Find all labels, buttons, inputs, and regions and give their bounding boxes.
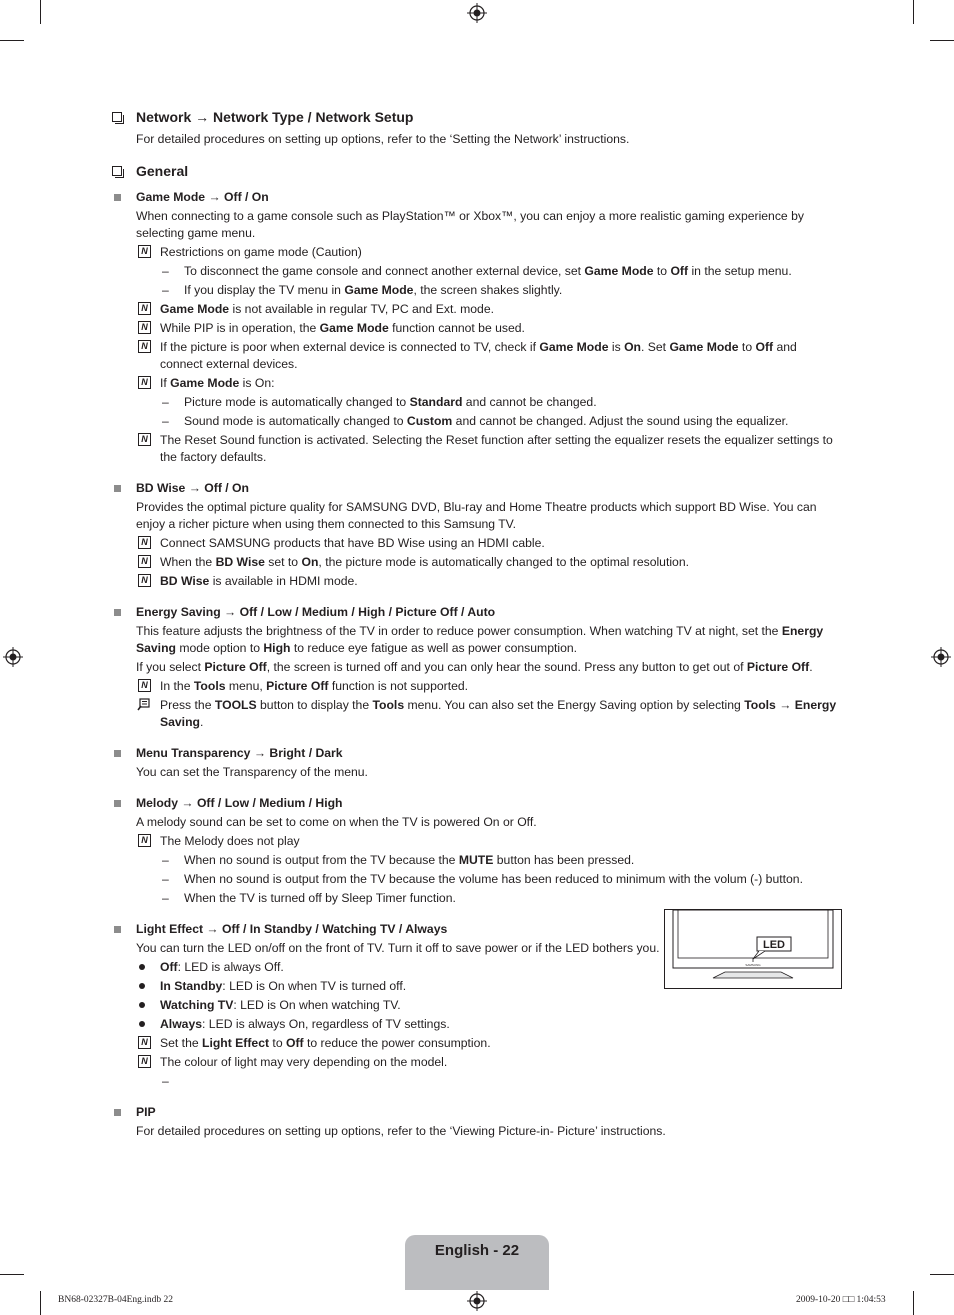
slug-filename: BN68-02327B-04Eng.indb 22: [58, 1295, 174, 1305]
round-bullet-icon: [139, 1002, 145, 1008]
tools-item: Press the TOOLS button to display the Tools menu. You can also set the Energy Saving option by selecting Tools → Energy Saving.: [112, 697, 842, 731]
dash-item: – Sound mode is automatically changed to Custom and cannot be changed. Adjust the sound using the equalizer.: [162, 414, 789, 428]
note-item: N Connect SAMSUNG products that have BD Wise using an HDMI cable.: [112, 535, 842, 552]
light-effect-text: You can turn the LED on/off on the front of TV. Turn it off to save power or if the LED bothers you.: [136, 941, 660, 955]
registration-mark-icon: [467, 3, 487, 23]
crop-mark: [0, 1274, 24, 1275]
round-bullet-icon: [139, 983, 145, 989]
led-label: LED: [763, 939, 785, 951]
round-bullet-icon: [139, 1021, 145, 1027]
game-mode-heading: Game Mode → Off / On: [112, 189, 842, 206]
dash-item: –: [162, 1074, 169, 1088]
pip-text: For detailed procedures on setting up options, refer to the ‘Viewing Picture-in- Picture’ instructions.: [136, 1124, 666, 1138]
note-item: N Game Mode is not available in regular TV, PC and Ext. mode.: [112, 301, 842, 318]
note-item: N If Game Mode is On:: [112, 375, 842, 392]
crop-mark: [40, 0, 41, 24]
bullet-item: In Standby: LED is On when TV is turned off.: [112, 978, 842, 995]
gray-square-bullet-icon: [114, 926, 121, 933]
note-item: N While PIP is in operation, the Game Mode function cannot be used.: [112, 320, 842, 337]
round-bullet-icon: [139, 964, 145, 970]
bullet-item: Watching TV: LED is On when watching TV.: [112, 997, 842, 1014]
network-text: For detailed procedures on setting up options, refer to the ‘Setting the Network’ instructions.: [136, 132, 630, 146]
note-icon: N: [138, 433, 151, 446]
dash-item: – If you display the TV menu in Game Mode, the screen shakes slightly.: [162, 283, 563, 297]
pip-heading: PIP: [112, 1104, 842, 1121]
tv-front-icon: [665, 910, 841, 988]
menu-transparency-text: You can set the Transparency of the menu.: [136, 765, 368, 779]
note-item: N The Reset Sound function is activated. Selecting the Reset function after setting the equalizer resets the equalizer settings to the factory defaults.: [112, 432, 842, 466]
bullet-item: Always: LED is always On, regardless of TV settings.: [112, 1016, 842, 1033]
page-number: English - 22: [434, 1242, 520, 1259]
dash-item: – When no sound is output from the TV because the volume has been reduced to minimum with the volum (-) button.: [162, 872, 803, 886]
note-icon: N: [138, 321, 151, 334]
crop-mark: [913, 1291, 914, 1315]
page-number-tab: [405, 1235, 549, 1290]
tv-brand-logo: SAMSUNG: [745, 963, 761, 967]
checkbox-square-icon: [112, 112, 122, 122]
note-item: N Set the Light Effect to Off to reduce the power consumption.: [112, 1035, 842, 1052]
energy-saving-heading: Energy Saving → Off / Low / Medium / High / Picture Off / Auto: [112, 604, 842, 621]
gray-square-bullet-icon: [114, 485, 121, 492]
network-heading: Network → Network Type / Network Setup: [112, 108, 842, 126]
bd-wise-section: [112, 480, 842, 590]
dash-item: – When the TV is turned off by Sleep Timer function.: [162, 891, 456, 905]
bd-wise-heading: BD Wise → Off / On: [112, 480, 842, 497]
crop-mark: [930, 1274, 954, 1275]
note-item: N BD Wise is available in HDMI mode.: [112, 573, 842, 590]
gray-square-bullet-icon: [114, 609, 121, 616]
main-content: [112, 108, 842, 1154]
note-icon: N: [138, 679, 151, 692]
note-icon: N: [138, 302, 151, 315]
bd-wise-intro: Provides the optimal picture quality for SAMSUNG DVD, Blu-ray and Home Theatre products which support BD Wise. You can enjoy a richer picture when using them connected to this Samsung TV.: [136, 500, 817, 531]
crop-mark: [930, 40, 954, 41]
pip-section: [112, 1104, 842, 1140]
gray-square-bullet-icon: [114, 194, 121, 201]
registration-mark-icon: [3, 647, 23, 667]
energy-text: This feature adjusts the brightness of the TV in order to reduce power consumption. When watching TV at night, set the Energy Saving mode option to High to reduce eye fatigue as well as power consumption.: [136, 624, 824, 655]
melody-section: [112, 795, 842, 907]
note-item: N In the Tools menu, Picture Off function is not supported.: [112, 678, 842, 695]
note-icon: N: [138, 245, 151, 258]
gray-square-bullet-icon: [114, 800, 121, 807]
checkbox-square-icon: [112, 166, 122, 176]
dash-item: – Picture mode is automatically changed to Standard and cannot be changed.: [162, 395, 597, 409]
energy-text: If you select Picture Off, the screen is turned off and you can only hear the sound. Press any button to get out of Picture Off.: [136, 660, 813, 674]
note-icon: N: [138, 834, 151, 847]
game-mode-intro: When connecting to a game console such as PlayStation™ or Xbox™, you can enjoy a more realistic gaming experience by selecting game menu.: [136, 209, 804, 240]
slug-timestamp: 2009-10-20 □□ 1:04:53: [796, 1295, 886, 1305]
note-item: N Restrictions on game mode (Caution): [112, 244, 842, 261]
bullet-item: Off: LED is always Off.: [112, 959, 842, 976]
gray-square-bullet-icon: [114, 1109, 121, 1116]
crop-mark: [0, 40, 24, 41]
energy-saving-section: [112, 604, 842, 731]
note-icon: N: [138, 574, 151, 587]
tools-icon: [137, 698, 150, 711]
melody-text: A melody sound can be set to come on when the TV is powered On or Off.: [136, 815, 537, 829]
tv-led-illustration: [664, 909, 842, 989]
note-icon: N: [138, 1055, 151, 1068]
note-item: N When the BD Wise set to On, the picture mode is automatically changed to the optimal resolution.: [112, 554, 842, 571]
note-icon: N: [138, 1036, 151, 1049]
note-item: N If the picture is poor when external device is connected to TV, check if Game Mode is On. Set Game Mode to Off and connect external devices.: [112, 339, 842, 373]
note-icon: N: [138, 376, 151, 389]
game-mode-section: [112, 189, 842, 466]
dash-item: – To disconnect the game console and connect another external device, set Game Mode to Off in the setup menu.: [162, 264, 792, 278]
registration-mark-icon: [467, 1291, 487, 1311]
crop-mark: [40, 1291, 41, 1315]
gray-square-bullet-icon: [114, 750, 121, 757]
light-effect-heading: Light Effect → Off / In Standby / Watching TV / Always: [112, 921, 842, 938]
note-icon: N: [138, 555, 151, 568]
melody-heading: Melody → Off / Low / Medium / High: [112, 795, 842, 812]
note-item: N The Melody does not play: [112, 833, 842, 850]
note-item: N The colour of light may very depending on the model.: [112, 1054, 842, 1071]
crop-mark: [913, 0, 914, 24]
note-icon: N: [138, 536, 151, 549]
menu-transparency-section: [112, 745, 842, 781]
dash-item: – When no sound is output from the TV because the MUTE button has been pressed.: [162, 853, 635, 867]
note-icon: N: [138, 340, 151, 353]
registration-mark-icon: [931, 647, 951, 667]
menu-transparency-heading: Menu Transparency → Bright / Dark: [112, 745, 842, 762]
general-heading: General: [112, 162, 842, 180]
